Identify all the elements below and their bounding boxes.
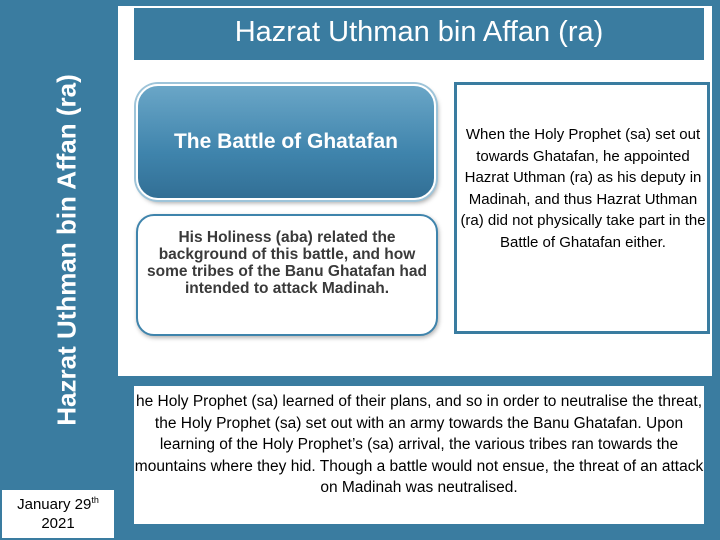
top-border (118, 0, 720, 6)
sidebar-title: Hazrat Uthman bin Affan (ra) (51, 74, 82, 426)
bottom-text: he Holy Prophet (sa) learned of their plans, and so in order to neutralise the threat, the Holy Prophet (sa) set out with an army towards the Banu Ghatafan. Upon learning of the Holy Prophet’s (sa) arrival, the various tribes ran towards the mountains where they hid. Though a battle would not ensue, the threat of an attack on Madinah was neutralised. (134, 393, 704, 496)
date-day: January 29 (17, 496, 92, 513)
deputy-text: When the Holy Prophet (sa) set out towards Ghatafan, he appointed Hazrat Uthman (ra) as his deputy in Madinah, and thus Hazrat Uthman (ra) did not physically take part in the Battle of Ghatafan either. (460, 126, 706, 251)
summary-pill-text: His Holiness (aba) related the background of this battle, and how some tribes of the Banu Ghatafan had intended to attack Madinah. (147, 229, 427, 297)
date-year: 2021 (41, 515, 75, 532)
heading-pill-text: The Battle of Ghatafan (173, 130, 399, 153)
sidebar (0, 0, 118, 540)
date-suffix: th (91, 495, 99, 505)
page-title: Hazrat Uthman bin Affan (ra) (234, 16, 604, 48)
date-box (2, 490, 114, 538)
